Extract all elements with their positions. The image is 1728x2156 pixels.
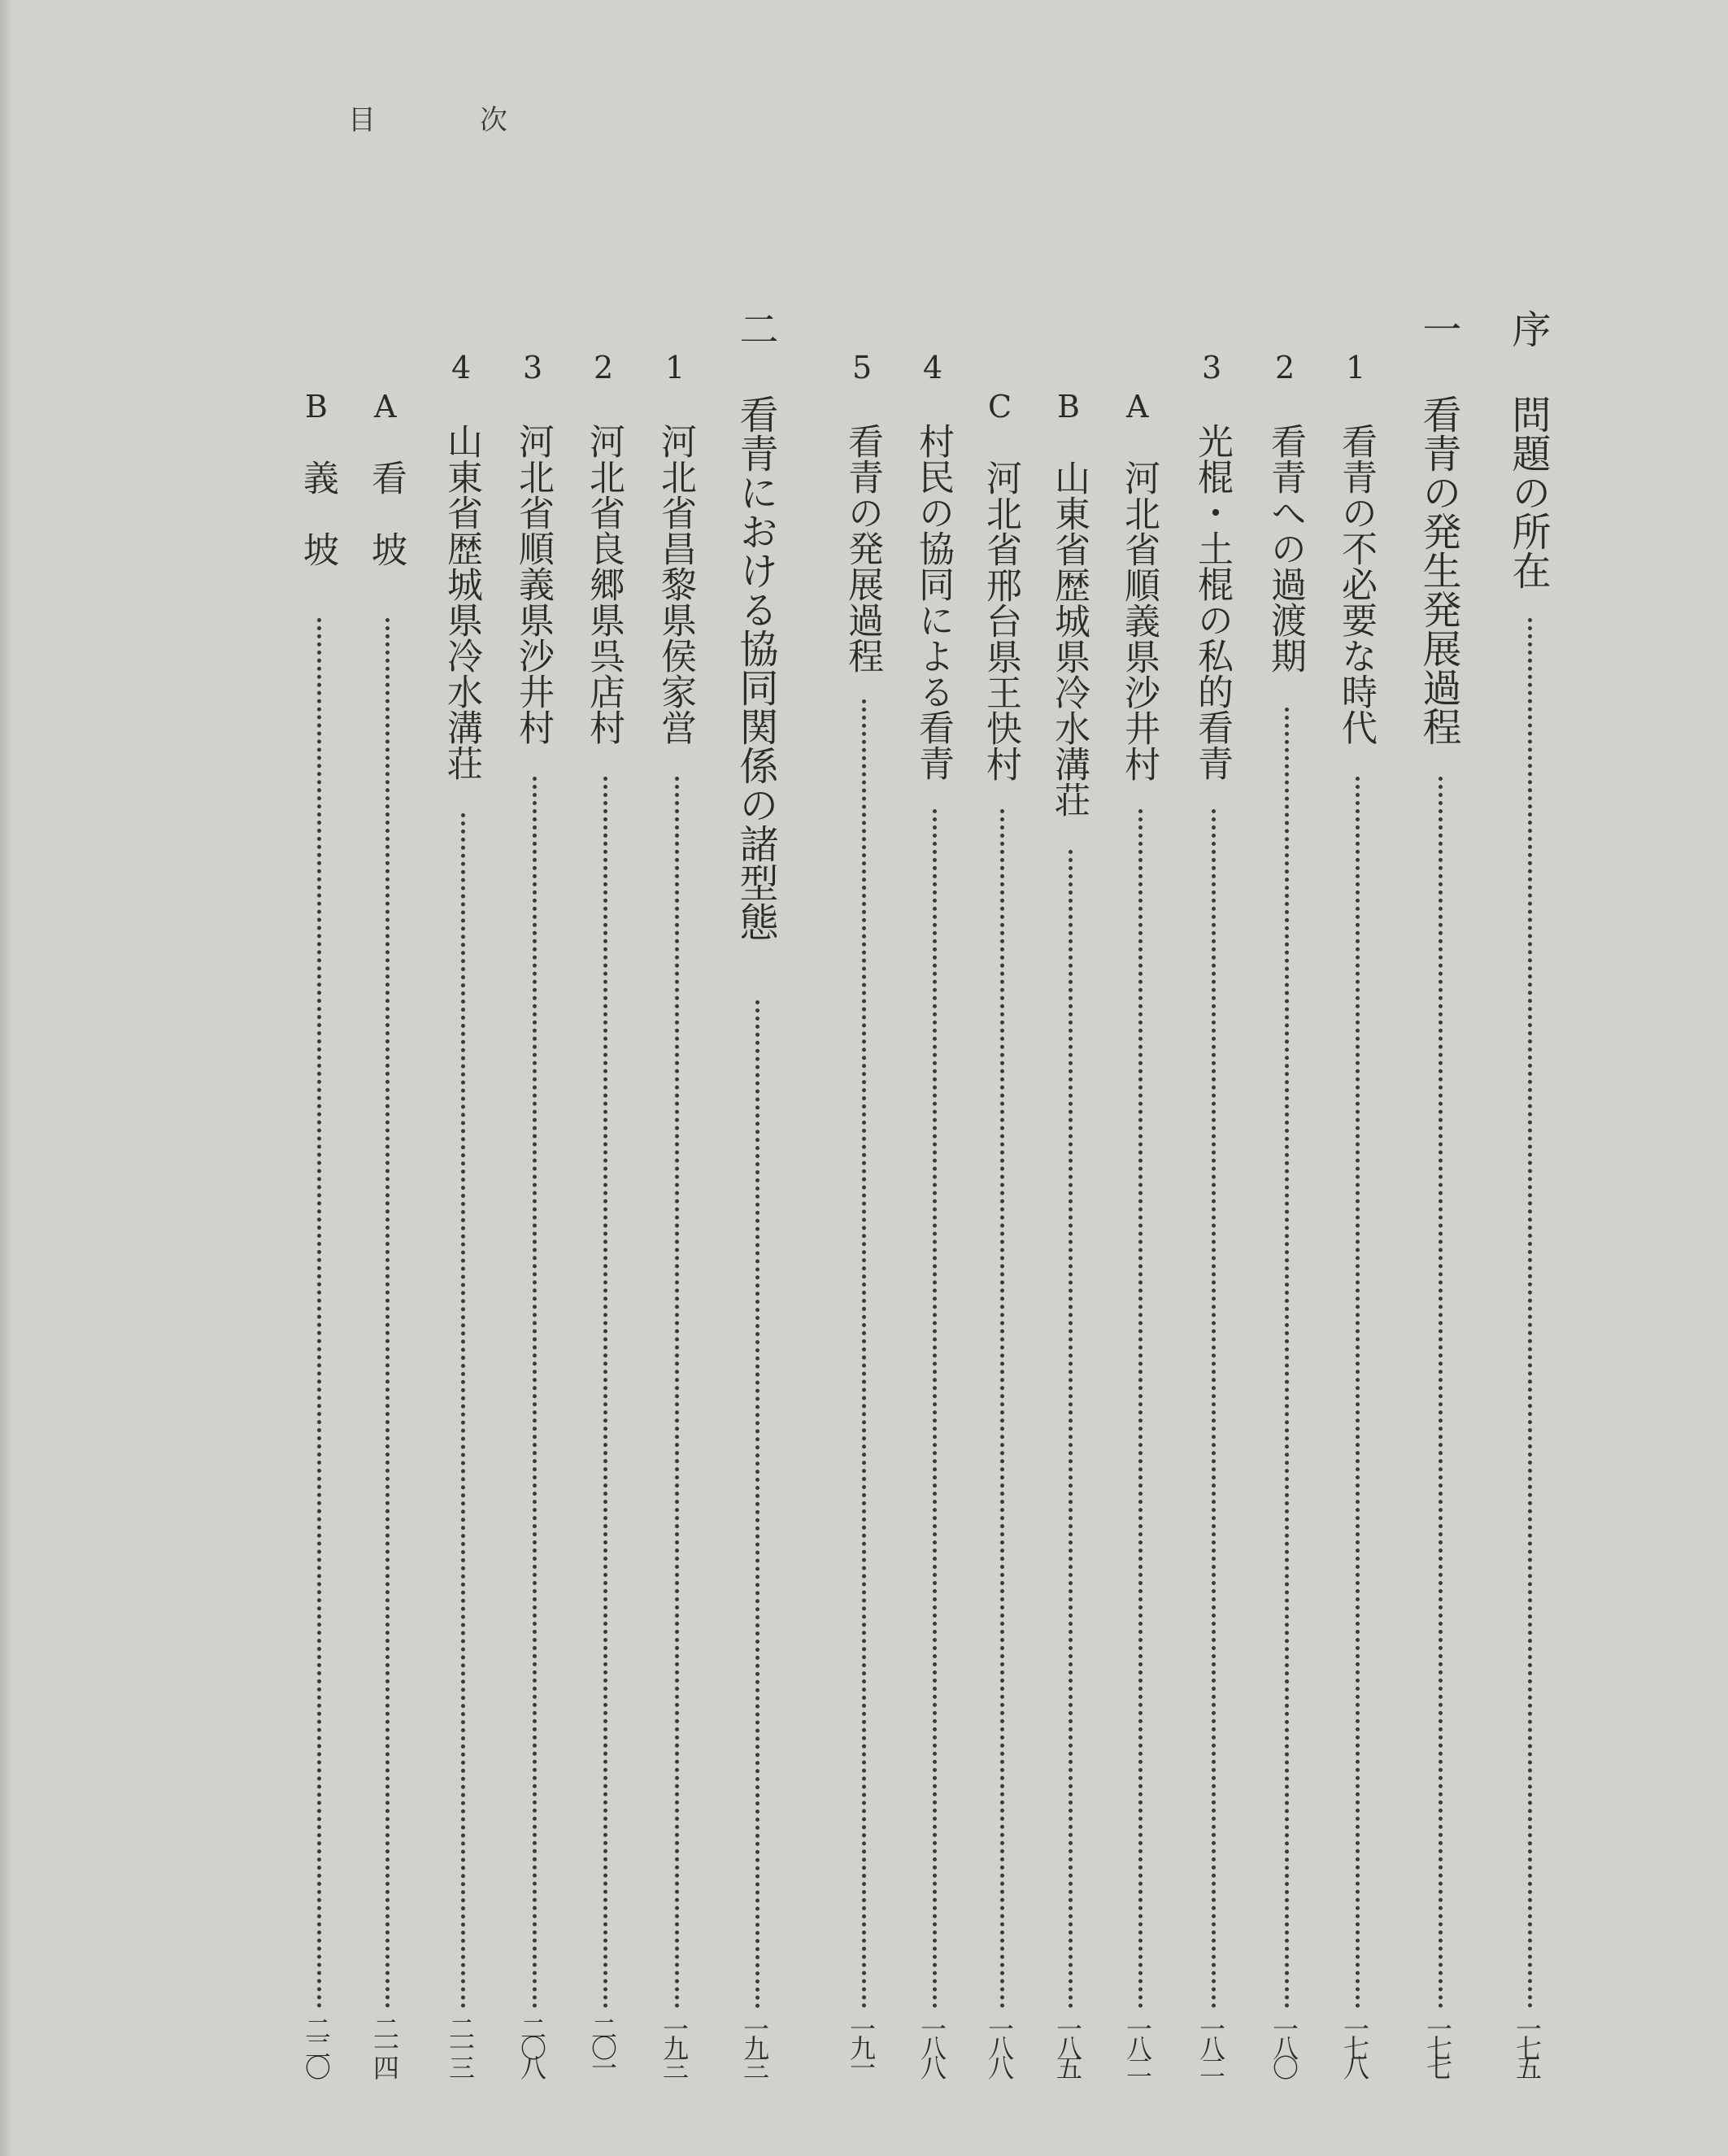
toc-page-number-0: 一七五 — [1512, 2015, 1543, 2074]
toc-entry-label-7: 河北省邢台県王快村 — [980, 460, 1021, 782]
header-char-1: 目 — [348, 104, 376, 137]
toc-page-number-10: 一九三 — [739, 2015, 770, 2074]
toc-entry-label-15: 看 坡 — [365, 460, 407, 567]
toc-entry-label-6: 山東省歴城県冷水溝荘 — [1048, 460, 1090, 817]
toc-dot-leader-4 — [1212, 809, 1216, 2009]
toc-entry-number-7: C — [988, 389, 1012, 425]
toc-chapter-heading-10: 二 — [733, 309, 778, 348]
toc-dot-leader-1 — [1439, 777, 1443, 2009]
toc-entry-label-8: 村民の協同による看青 — [912, 423, 954, 781]
toc-entry-label-4: 光棍・土棍の私的看青 — [1191, 423, 1233, 781]
toc-entry-number-13: 3 — [523, 350, 543, 385]
toc-dot-leader-13 — [533, 777, 537, 2009]
toc-page-number-14: 二一三 — [445, 2015, 476, 2074]
toc-dot-leader-11 — [675, 777, 679, 2009]
toc-entry-number-4: 3 — [1202, 350, 1222, 385]
toc-entry-number-16: B — [305, 389, 328, 425]
toc-entry-number-6: B — [1057, 389, 1080, 425]
toc-dot-leader-12 — [603, 777, 607, 2009]
toc-page-number-12: 二〇一 — [587, 2015, 618, 2074]
toc-entry-label-2: 看青の不必要な時代 — [1335, 423, 1377, 745]
toc-entry-label-10: 看青における協同関係の諸型態 — [733, 394, 778, 941]
toc-entry-label-0: 問題の所在 — [1505, 394, 1551, 590]
toc-page-number-4: 一八二 — [1195, 2015, 1226, 2074]
toc-entry-number-9: 5 — [852, 350, 873, 385]
toc-page-number-2: 一七八 — [1339, 2015, 1370, 2074]
toc-entry-label-12: 河北省良郷県呉店村 — [583, 423, 625, 745]
toc-dot-leader-10 — [755, 1000, 760, 2009]
toc-entry-label-11: 河北省昌黎県侯家営 — [655, 423, 696, 745]
toc-entry-label-5: 河北省順義県沙井村 — [1118, 460, 1160, 782]
toc-dot-leader-7 — [1000, 809, 1004, 2009]
toc-entry-label-9: 看青の発展過程 — [842, 423, 883, 673]
toc-dot-leader-9 — [862, 699, 866, 2009]
toc-entry-label-16: 義 坡 — [297, 460, 338, 567]
toc-entry-label-13: 河北省順義県沙井村 — [512, 423, 554, 745]
toc-entry-number-2: 1 — [1346, 350, 1366, 385]
toc-page-number-9: 一九一 — [846, 2015, 877, 2074]
toc-page-number-8: 一八八 — [916, 2015, 947, 2074]
toc-page-number-7: 一八八 — [984, 2015, 1015, 2074]
toc-entry-number-11: 1 — [665, 350, 686, 385]
toc-dot-leader-3 — [1285, 708, 1289, 2009]
toc-dot-leader-16 — [317, 618, 321, 2009]
toc-chapter-heading-0: 序 — [1505, 309, 1551, 348]
toc-entry-number-5: A — [1126, 389, 1149, 425]
toc-entry-number-8: 4 — [923, 350, 943, 385]
toc-dot-leader-5 — [1138, 809, 1143, 2009]
toc-entry-label-3: 看青への過渡期 — [1264, 423, 1306, 673]
toc-dot-leader-14 — [461, 813, 465, 2009]
toc-entry-number-12: 2 — [594, 350, 614, 385]
toc-page-number-16: 二二〇 — [301, 2015, 332, 2074]
toc-page-number-5: 一八二 — [1122, 2015, 1153, 2074]
toc-dot-leader-6 — [1069, 850, 1073, 2009]
toc-entry-number-15: A — [374, 389, 397, 425]
toc-page-number-11: 一九三 — [659, 2015, 690, 2074]
toc-dot-leader-0 — [1528, 618, 1532, 2009]
toc-page-number-13: 二〇八 — [516, 2015, 547, 2074]
toc-entry-number-3: 2 — [1275, 350, 1295, 385]
toc-entry-label-14: 山東省歴城県冷水溝荘 — [441, 423, 482, 781]
toc-dot-leader-15 — [385, 618, 390, 2009]
toc-chapter-heading-1: 一 — [1416, 309, 1461, 348]
toc-entry-number-14: 4 — [451, 350, 472, 385]
toc-page-number-3: 一八〇 — [1269, 2015, 1299, 2074]
toc-dot-leader-8 — [933, 809, 937, 2009]
toc-page-number-15: 二一四 — [369, 2015, 400, 2074]
toc-page-number-6: 一八五 — [1052, 2015, 1083, 2074]
header-char-2: 次 — [480, 104, 507, 137]
toc-page-number-1: 一七七 — [1422, 2015, 1453, 2074]
toc-entry-label-1: 看青の発生発展過程 — [1416, 394, 1461, 746]
toc-dot-leader-2 — [1356, 777, 1360, 2009]
